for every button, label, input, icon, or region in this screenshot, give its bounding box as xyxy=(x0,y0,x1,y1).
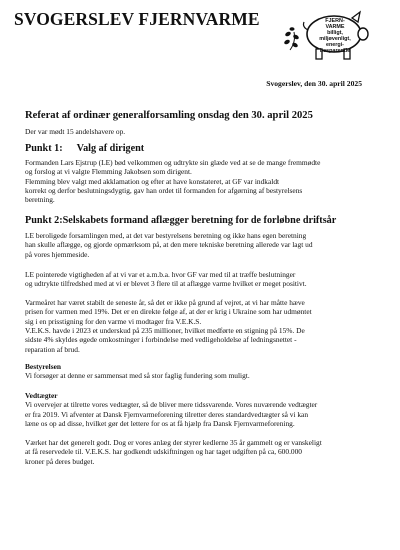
punkt-1-title: Valg af dirigent xyxy=(76,143,145,154)
text-line: læne os op ad disse, hvilket gør det lettere for os at få hjælp fra Dansk Fjernvarmeforening. xyxy=(25,419,295,429)
text-line: reparation af brud. xyxy=(25,344,80,354)
punkt-2-paragraph-3 xyxy=(25,298,368,354)
pig-logo-icon xyxy=(282,10,372,62)
vedtaegter-heading: Vedtægter xyxy=(25,391,58,400)
text-line: kroner på deres budget. xyxy=(25,456,95,466)
logo-text-line: VARME xyxy=(325,24,345,30)
document-date: Svogerslev, den 30. april 2025 xyxy=(266,79,362,88)
text-line: korrekt og derfor beslutningsdygtig, gav han ordet til formanden for afgørning af bestyrelsens xyxy=(25,186,303,196)
logo-text-line: FJERN- xyxy=(325,18,345,24)
minutes-title: Referat af ordinær generalforsamling onsdag den 30. april 2025 xyxy=(25,110,313,121)
logo-text-line: miljøvenligt, xyxy=(319,36,351,42)
text-line: og forslog at vi valgte Flemming Jakobsen som dirigent. xyxy=(25,167,192,177)
text-line: Vi overvejer at tilrette vores vedtægter, så de bliver mere tidssvarende. Vores nuværende vedtægter xyxy=(25,400,318,410)
text-line: er fra 2019. Vi afventer at Dansk Fjernvarmeforening tilretter deres standardvedtægter så vi kan xyxy=(25,409,309,419)
logo-text-line: besparende xyxy=(319,48,351,54)
text-line: LE pointerede vigtigheden af at vi var et a.m.b.a. hvor GF var med til at træffe beslutninger xyxy=(25,270,296,279)
punkt-1-paragraph xyxy=(25,158,368,205)
section-heading-punkt-2: Punkt 2:Selskabets formand aflægger beretning for de forløbne driftsår xyxy=(25,215,337,226)
section-heading-punkt-1 xyxy=(25,143,144,154)
text-line: at få reservedele til. V.E.K.S. har godkendt udskiftningen og har taget udgiften på ca, 600.000 xyxy=(25,447,303,457)
organization-name: SVOGERSLEV FJERNVARME xyxy=(14,9,260,29)
text-line: Flemming blev valgt med akklamation og efter at have konstateret, at GF var indkaldt xyxy=(25,176,280,186)
text-line: V.E.K.S. havde i 2023 et underskud på 235 millioner, hvilket medførte en stigning på 15%. De xyxy=(25,326,305,336)
text-line: sig i en prisstigning for den varme vi modtager fra V.E.K.S. xyxy=(25,316,202,326)
text-line: Vi forsøger at denne er sammensat med så stor faglig fundering som muligt. xyxy=(25,371,250,381)
bestyrelsen-heading: Bestyrelsen xyxy=(25,362,61,371)
logo-text-line: billigt, xyxy=(327,30,343,36)
text-line: Formanden Lars Ejstrup (LE) bød velkommen og udtrykte sin glæde ved at se de mange fremmødte xyxy=(25,158,321,167)
vedtaegter-section xyxy=(25,391,368,428)
text-line: på vores hjemmeside. xyxy=(25,249,90,259)
text-line: prisen for varmen med 19%. Det er en direkte følge af, at der er krig i Ukraine som har udmøntet xyxy=(25,307,312,317)
text-line: han skulle aflægge, og gjorde opmærksom på, at den mere tekniske beretning allerede var lagt ud xyxy=(25,240,313,250)
bestyrelsen-section xyxy=(25,362,368,381)
text-line: Værket har det generelt godt. Dog er vores anlæg der styrer kedlerne 35 år gammelt og er vanskeligt xyxy=(25,438,322,447)
text-line: Varmeåret har været stabilt de seneste år, så det er ikke på grund af vejret, at vi har måtte hæve xyxy=(25,298,305,307)
text-line: LE beroligede forsamlingen med, at det var bestyrelsens beretning og ikke hans egen beretning xyxy=(25,231,307,240)
punkt-2-paragraph-1 xyxy=(25,231,368,259)
text-line: beretning. xyxy=(25,195,55,205)
punkt-2-paragraph-last xyxy=(25,438,368,466)
text-line: og udtrykte tilfredshed med at vi er blevet 3 flere til at aflægge varme hvilket er meget positivt. xyxy=(25,279,307,289)
logo-text-line: energi- xyxy=(326,42,344,48)
punkt-2-paragraph-2 xyxy=(25,270,368,289)
attendance-text: Der var mødt 15 andelshavere op. xyxy=(25,127,126,136)
text-line: sidste 4% skyldes øgede omkostninger i forbindelse med vedligeholdelse af ledningsnettet - xyxy=(25,335,297,345)
punkt-1-number: Punkt 1: xyxy=(25,143,63,154)
